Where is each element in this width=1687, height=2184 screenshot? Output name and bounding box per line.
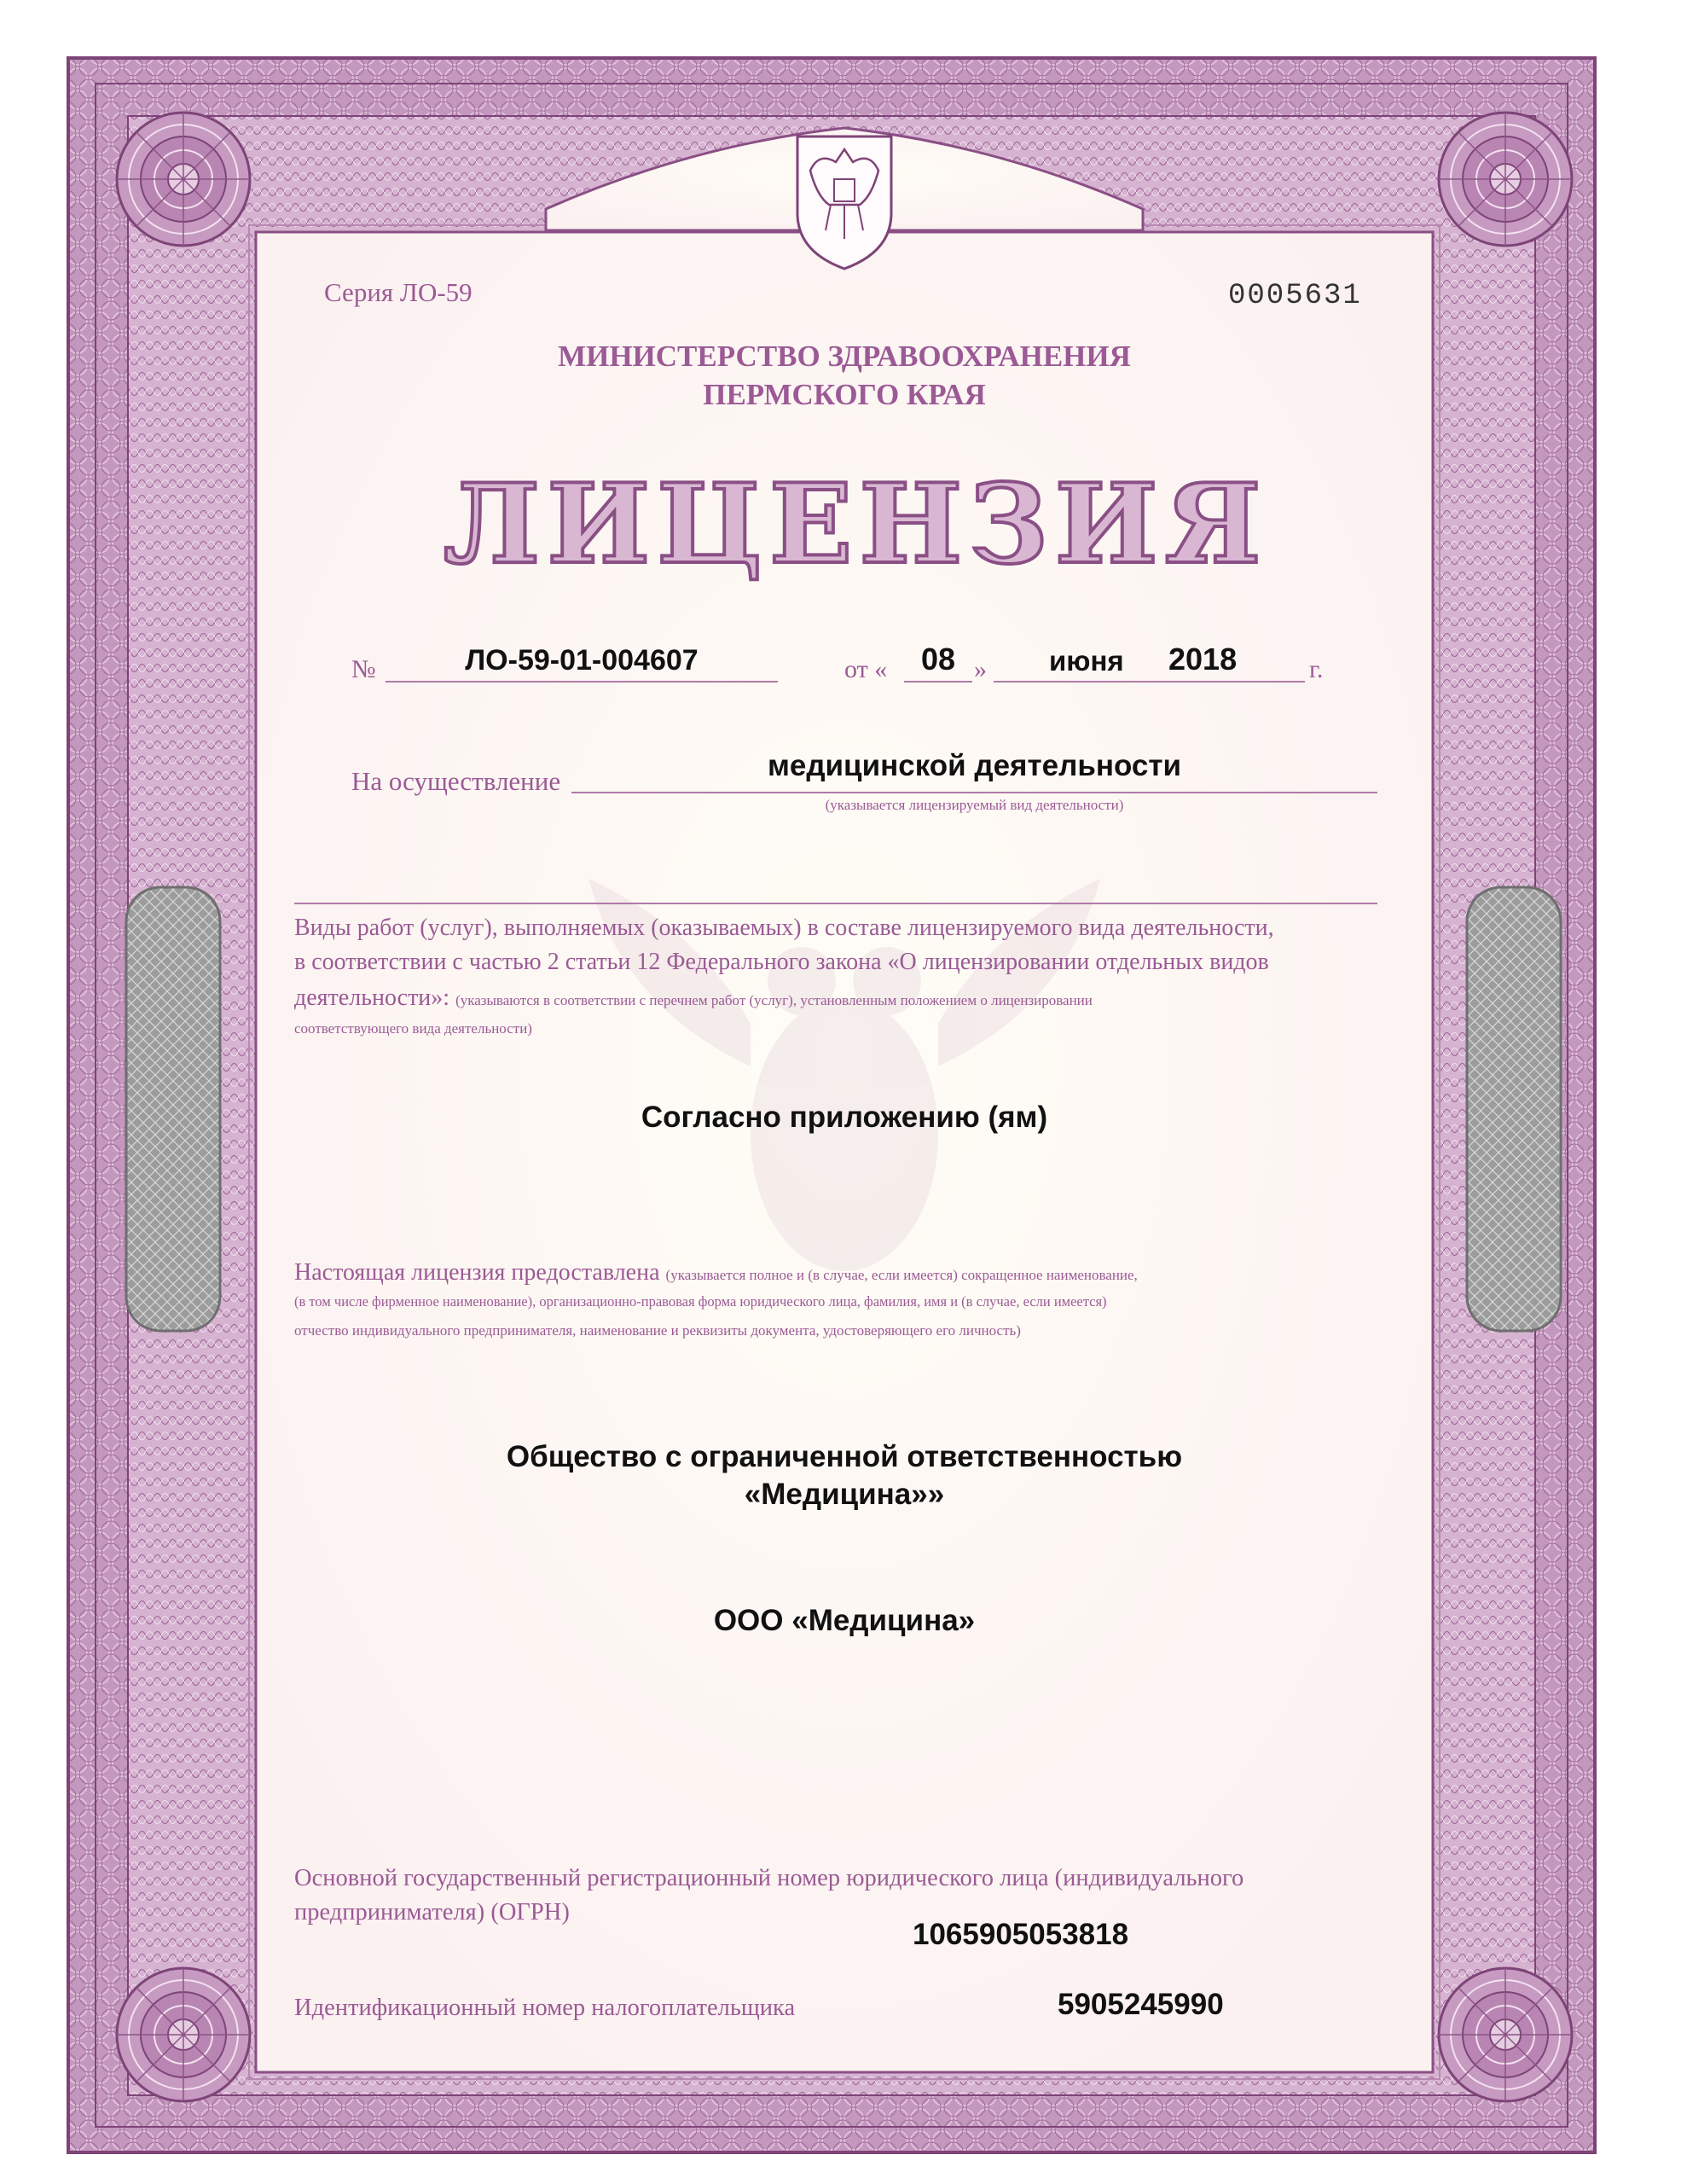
- licensee-short-name: ООО «Медицина»: [713, 1604, 976, 1637]
- year-suffix: г.: [1309, 655, 1324, 683]
- licensee-full-name-line2: «Медицина»»: [744, 1478, 945, 1511]
- license-number: ЛО-59-01-004607: [465, 644, 699, 677]
- license-day: 08: [920, 642, 956, 677]
- license-year: 2018: [1168, 642, 1238, 677]
- ministry-name-line2: ПЕРМСКОГО КРАЯ: [703, 378, 986, 411]
- works-text-line2: в соответствии с частью 2 статьи 12 Федерального закона «О лицензировании отдельных видов: [294, 949, 1269, 975]
- works-text-line3-main: деятельности»:: [294, 985, 450, 1011]
- licensee-note-line2: (в том числе фирменное наименование), организационно-правовая форма юридического лица, фамилия, имя и (в случае, если имеется): [294, 1293, 1107, 1310]
- licensee-note-line1: (указывается полное и (в случае, если имеется) сокращенное наименование,: [665, 1267, 1138, 1283]
- licensee-full-name-line1: Общество с ограниченной ответственностью: [506, 1440, 1183, 1473]
- number-prefix: №: [351, 655, 376, 683]
- inn-label: Идентификационный номер налогоплательщика: [294, 1995, 796, 2021]
- date-from-label: от «: [844, 655, 888, 683]
- series-label: Серия ЛО-59: [324, 277, 472, 307]
- licensee-text: [294, 1259, 1138, 1287]
- activity-value: медицинской деятельности: [767, 749, 1182, 782]
- works-note-line1: (указываются в соответствии с перечнем работ (услуг), установленным положением о лицензировании: [455, 992, 1093, 1008]
- document-title: ЛИЦЕНЗИЯ: [443, 461, 1268, 589]
- works-value: Согласно приложению (ям): [641, 1101, 1048, 1134]
- works-note-line2: соответствующего вида деятельности): [294, 1020, 532, 1037]
- coat-of-arms-emblem: [797, 136, 891, 269]
- licensee-note-line3: отчество индивидуального предпринимателя, наименование и реквизиты документа, удостоверяющего его личность): [294, 1322, 1021, 1339]
- inn-value: 5905245990: [1058, 1988, 1224, 2021]
- blank-number: 0005631: [1228, 280, 1362, 312]
- works-text-line1: Виды работ (услуг), выполняемых (оказываемых) в составе лицензируемого вида деятельности,: [294, 915, 1274, 941]
- ogrn-label-line2: предпринимателя) (ОГРН): [294, 1899, 570, 1926]
- works-text-line3: [294, 985, 1093, 1012]
- ogrn-label-line1: Основной государственный регистрационный номер юридического лица (индивидуального: [294, 1865, 1244, 1891]
- activity-label: На осуществление: [351, 766, 561, 796]
- license-month: июня: [1049, 645, 1124, 677]
- activity-hint: (указывается лицензируемый вид деятельности): [825, 797, 1124, 813]
- licensee-label: Настоящая лицензия предоставлена: [294, 1259, 660, 1286]
- day-close-quote: »: [974, 655, 987, 683]
- ministry-name-line1: МИНИСТЕРСТВО ЗДРАВООХРАНЕНИЯ: [558, 340, 1131, 373]
- ogrn-value: 1065905053818: [913, 1918, 1129, 1951]
